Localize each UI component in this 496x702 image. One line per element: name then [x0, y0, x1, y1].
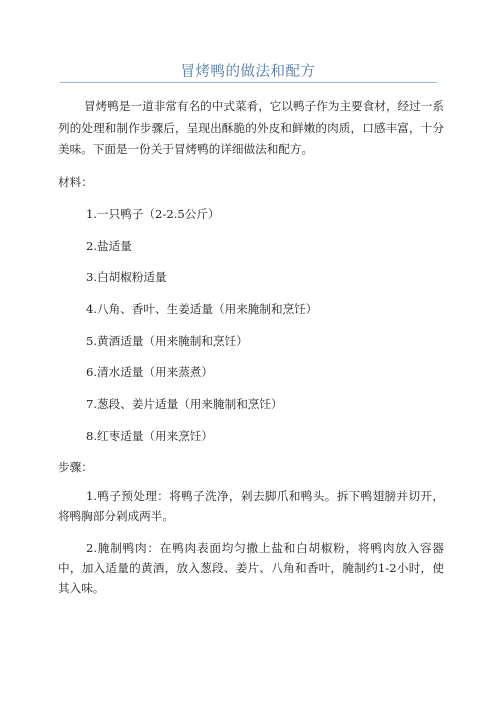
material-item: 1.一只鸭子（2-2.5公斤）	[86, 207, 220, 221]
materials-heading: 材料：	[58, 175, 93, 189]
material-item: 4.八角、香叶、生姜适量（用来腌制和烹饪）	[86, 302, 318, 316]
material-item: 7.葱段、姜片适量（用来腌制和烹饪）	[86, 397, 283, 411]
material-item: 3.白胡椒粉适量	[86, 270, 167, 284]
step-paragraph: 2.腌制鸭肉：在鸭肉表面均匀撒上盐和白胡椒粉，将鸭肉放入容器中，加入适量的黄酒，放入葱段、姜片、八角和香叶，腌制约1-2小时，使其入味。	[58, 541, 444, 595]
intro-paragraph: 冒烤鸭是一道非常有名的中式菜肴，它以鸭子作为主要食材，经过一系列的处理和制作步骤后，呈现出酥脆的外皮和鲜嫩的肉质，口感丰富，十分美味。下面是一份关于冒烤鸭的详细做法和配方。	[58, 99, 444, 156]
step-paragraph: 1.鸭子预处理：将鸭子洗净，剁去脚爪和鸭头。拆下鸭翅膀并切开，将鸭胸部分剁成两半。	[58, 489, 444, 523]
title-divider	[60, 82, 437, 83]
page-title: 冒烤鸭的做法和配方	[180, 64, 316, 80]
steps-heading: 步骤：	[58, 460, 93, 474]
material-item: 2.盐适量	[86, 239, 132, 253]
material-item: 8.红枣适量（用来烹饪）	[86, 429, 213, 443]
material-item: 5.黄酒适量（用来腌制和烹饪）	[86, 334, 248, 348]
material-item: 6.清水适量（用来蒸煮）	[86, 365, 213, 379]
